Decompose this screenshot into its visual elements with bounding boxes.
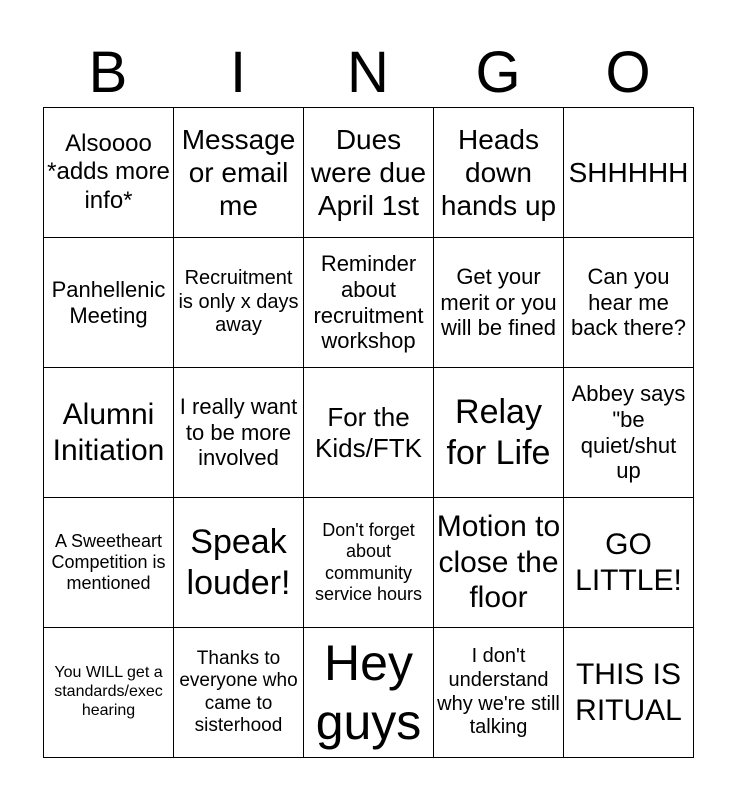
cell-label: Speak louder! xyxy=(186,523,291,602)
bingo-cell-r4c2[interactable] xyxy=(173,497,303,627)
bingo-cell-r1c3[interactable] xyxy=(303,107,433,237)
cell-label: Panhellenic Meeting xyxy=(51,276,166,328)
header-letter-n: N xyxy=(347,40,389,105)
cell-label: I don't understand why we're still talking xyxy=(437,645,560,739)
cell-label: For the Kids/FTK xyxy=(315,401,422,463)
bingo-cell-r3c3[interactable] xyxy=(303,367,433,497)
bingo-cell-r5c2[interactable] xyxy=(173,627,303,757)
bingo-cell-r2c5[interactable] xyxy=(563,237,693,367)
cell-label: Alsoooo *adds more info* xyxy=(47,130,170,214)
cell-label: Motion to close the floor xyxy=(436,510,561,615)
cell-label: Abbey says "be quiet/shut up xyxy=(571,380,686,484)
bingo-cell-r2c4[interactable] xyxy=(433,237,563,367)
cell-label: Thanks to everyone who came to sisterhood xyxy=(179,647,298,736)
bingo-header xyxy=(43,38,693,108)
cell-label: THIS IS RITUAL xyxy=(575,658,682,727)
cell-label: Message or email me xyxy=(181,123,296,222)
header-letter-g: G xyxy=(475,40,521,105)
bingo-cell-r3c1[interactable] xyxy=(43,367,173,497)
bingo-cell-r4c1[interactable] xyxy=(43,497,173,627)
bingo-cell-r1c2[interactable] xyxy=(173,107,303,237)
bingo-cell-r2c2[interactable] xyxy=(173,237,303,367)
bingo-cell-r2c3[interactable] xyxy=(303,237,433,367)
cell-label: I really want to be more involved xyxy=(179,393,298,471)
cell-label: Dues were due April 1st xyxy=(310,123,427,222)
bingo-cell-r3c5[interactable] xyxy=(563,367,693,497)
bingo-cell-r2c1[interactable] xyxy=(43,237,173,367)
bingo-cell-r5c1[interactable] xyxy=(43,627,173,757)
header-letter-o: O xyxy=(605,40,651,105)
header-letter-i: I xyxy=(229,40,247,105)
bingo-cell-r1c4[interactable] xyxy=(433,107,563,237)
cell-label: Get your merit or you will be fined xyxy=(440,263,557,341)
cell-label: A Sweetheart Competition is mentioned xyxy=(51,530,166,594)
cell-label: SHHHHH xyxy=(568,156,689,188)
bingo-cell-r5c4[interactable] xyxy=(433,627,563,757)
bingo-cell-r3c2[interactable] xyxy=(173,367,303,497)
header-letter-b: B xyxy=(88,40,128,105)
cell-label: Hey guys xyxy=(315,634,422,750)
cell-label: GO LITTLE! xyxy=(575,528,682,597)
bingo-grid xyxy=(43,107,694,758)
bingo-cell-r4c3[interactable] xyxy=(303,497,433,627)
bingo-cell-r5c5[interactable] xyxy=(563,627,693,757)
bingo-cell-r4c4[interactable] xyxy=(433,497,563,627)
bingo-cell-r1c5[interactable] xyxy=(563,107,693,237)
bingo-cell-r1c1[interactable] xyxy=(43,107,173,237)
cell-label: Alumni Initiation xyxy=(52,398,165,467)
cell-label: Can you hear me back there? xyxy=(571,263,686,341)
cell-label: Relay for Life xyxy=(446,393,551,472)
cell-label: Reminder about recruitment workshop xyxy=(313,250,424,354)
bingo-cell-r5c3[interactable] xyxy=(303,627,433,757)
cell-label: You WILL get a standards/exec hearing xyxy=(54,664,163,719)
cell-label: Recruitment is only x days away xyxy=(178,267,299,337)
bingo-cell-r4c5[interactable] xyxy=(563,497,693,627)
cell-label: Don't forget about community service hours xyxy=(314,520,423,604)
cell-label: Heads down hands up xyxy=(440,123,557,222)
bingo-cell-r3c4[interactable] xyxy=(433,367,563,497)
